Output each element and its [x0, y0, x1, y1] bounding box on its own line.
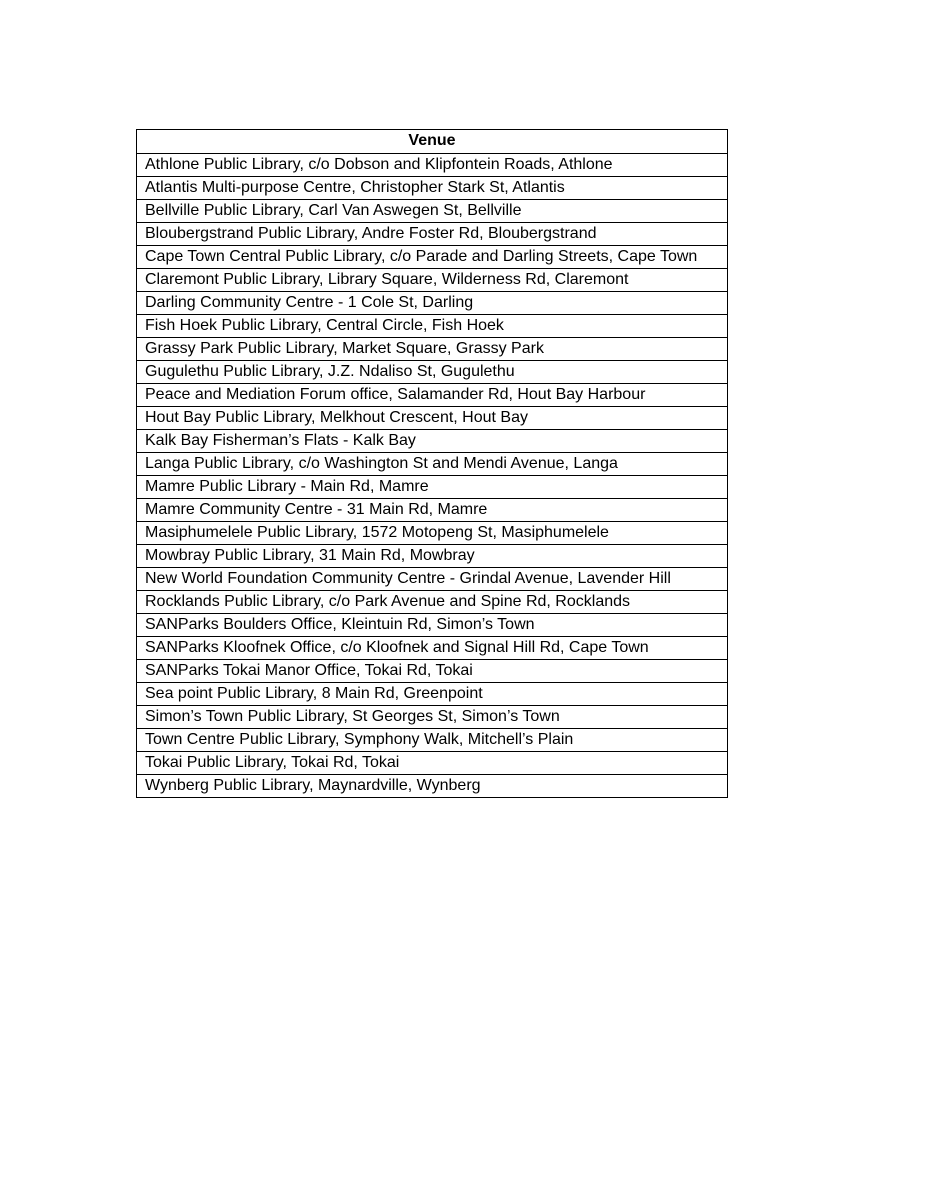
table-row	[137, 568, 728, 591]
venue-table-body	[137, 154, 728, 798]
venue-cell: Mowbray Public Library, 31 Main Rd, Mowbray	[137, 545, 728, 568]
venue-cell: Gugulethu Public Library, J.Z. Ndaliso St, Gugulethu	[137, 361, 728, 384]
venue-cell: Grassy Park Public Library, Market Square, Grassy Park	[137, 338, 728, 361]
venue-cell: Simon’s Town Public Library, St Georges St, Simon’s Town	[137, 706, 728, 729]
venue-table-head	[137, 130, 728, 154]
table-row	[137, 223, 728, 246]
table-row	[137, 591, 728, 614]
table-row	[137, 453, 728, 476]
table-row	[137, 292, 728, 315]
table-row	[137, 200, 728, 223]
venue-cell: Mamre Community Centre - 31 Main Rd, Mamre	[137, 499, 728, 522]
table-row	[137, 154, 728, 177]
venue-cell: Sea point Public Library, 8 Main Rd, Greenpoint	[137, 683, 728, 706]
venue-cell: Kalk Bay Fisherman’s Flats - Kalk Bay	[137, 430, 728, 453]
table-row	[137, 361, 728, 384]
table-row	[137, 384, 728, 407]
venue-cell: Darling Community Centre - 1 Cole St, Darling	[137, 292, 728, 315]
table-row	[137, 545, 728, 568]
table-row	[137, 269, 728, 292]
venue-cell: Langa Public Library, c/o Washington St and Mendi Avenue, Langa	[137, 453, 728, 476]
venue-cell: SANParks Kloofnek Office, c/o Kloofnek and Signal Hill Rd, Cape Town	[137, 637, 728, 660]
venue-cell: Atlantis Multi-purpose Centre, Christopher Stark St, Atlantis	[137, 177, 728, 200]
venue-table	[136, 129, 728, 798]
table-row	[137, 407, 728, 430]
venue-cell: New World Foundation Community Centre - Grindal Avenue, Lavender Hill	[137, 568, 728, 591]
venue-cell: SANParks Boulders Office, Kleintuin Rd, Simon’s Town	[137, 614, 728, 637]
header-row	[137, 130, 728, 154]
table-row	[137, 476, 728, 499]
table-row	[137, 430, 728, 453]
venue-cell: Rocklands Public Library, c/o Park Avenue and Spine Rd, Rocklands	[137, 591, 728, 614]
venue-cell: Tokai Public Library, Tokai Rd, Tokai	[137, 752, 728, 775]
table-row	[137, 177, 728, 200]
table-row	[137, 775, 728, 798]
table-row	[137, 499, 728, 522]
venue-cell: Athlone Public Library, c/o Dobson and Klipfontein Roads, Athlone	[137, 154, 728, 177]
table-row	[137, 614, 728, 637]
table-row	[137, 752, 728, 775]
venue-column-header: Venue	[137, 130, 728, 154]
venue-cell: Mamre Public Library - Main Rd, Mamre	[137, 476, 728, 499]
table-row	[137, 683, 728, 706]
venue-cell: Claremont Public Library, Library Square, Wilderness Rd, Claremont	[137, 269, 728, 292]
table-row	[137, 706, 728, 729]
venue-cell: Bellville Public Library, Carl Van Aswegen St, Bellville	[137, 200, 728, 223]
venue-cell: Hout Bay Public Library, Melkhout Crescent, Hout Bay	[137, 407, 728, 430]
table-row	[137, 729, 728, 752]
venue-cell: Masiphumelele Public Library, 1572 Motopeng St, Masiphumelele	[137, 522, 728, 545]
venue-cell: Cape Town Central Public Library, c/o Parade and Darling Streets, Cape Town	[137, 246, 728, 269]
table-row	[137, 315, 728, 338]
venue-cell: Bloubergstrand Public Library, Andre Foster Rd, Bloubergstrand	[137, 223, 728, 246]
table-row	[137, 338, 728, 361]
venue-cell: Wynberg Public Library, Maynardville, Wynberg	[137, 775, 728, 798]
table-row	[137, 522, 728, 545]
table-row	[137, 246, 728, 269]
table-row	[137, 660, 728, 683]
table-row	[137, 637, 728, 660]
venue-cell: Fish Hoek Public Library, Central Circle, Fish Hoek	[137, 315, 728, 338]
venue-cell: Town Centre Public Library, Symphony Walk, Mitchell’s Plain	[137, 729, 728, 752]
venue-cell: Peace and Mediation Forum office, Salamander Rd, Hout Bay Harbour	[137, 384, 728, 407]
venue-cell: SANParks Tokai Manor Office, Tokai Rd, Tokai	[137, 660, 728, 683]
